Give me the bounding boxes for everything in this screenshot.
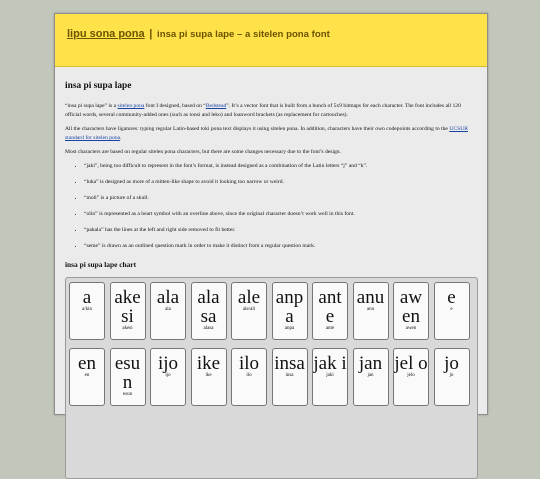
list-item: • “pakala” has the lines at the left and right side removed to fit better. — [84, 227, 477, 234]
glyph-text: esu n — [114, 352, 141, 393]
chart-heading: insa pi supa lape chart — [65, 259, 137, 269]
site-title-link[interactable]: lipu sona pona — [67, 28, 145, 40]
glyph-cell — [110, 282, 146, 340]
glyph-cell — [231, 348, 267, 406]
main-content — [55, 67, 487, 479]
glyph-chart — [65, 277, 478, 479]
glyph-text: ant e — [318, 286, 342, 327]
glyph-cell — [110, 348, 146, 406]
page — [54, 13, 488, 415]
glyph-cell — [353, 348, 389, 406]
list-item: • “luka” is designed as more of a mitten-like shape to avoid it looking too narrow or weird. — [84, 179, 477, 186]
glyph-name: insa — [285, 372, 294, 378]
glyph-cell — [312, 282, 348, 340]
glyph-name: akesi — [122, 325, 133, 331]
glyph-cell — [312, 348, 348, 406]
intro-paragraph-3: Most characters are based on regular sitelen pona characters, but there are some changes necessary due to the font’s design. — [65, 149, 342, 156]
glyph-name: en — [84, 372, 90, 378]
glyph-name: e — [450, 306, 453, 312]
list-item: • “olin” is represented as a heart symbol with an overline above, since the original character doesn’t work well in this font. — [84, 211, 477, 218]
glyph-cell — [191, 282, 227, 340]
intro-paragraph-2 — [65, 125, 477, 142]
glyph-text: e — [447, 286, 456, 308]
glyph-text: aw en — [399, 286, 423, 327]
glyph-name: esun — [122, 391, 133, 397]
glyph-text: anu — [356, 286, 385, 308]
glyph-name: anu — [366, 306, 375, 312]
glyph-text: anp a — [275, 286, 304, 327]
glyph-name: jo — [449, 372, 454, 378]
glyph-cell — [69, 348, 105, 406]
glyph-name: jan — [367, 372, 374, 378]
glyph-text: jak i — [313, 352, 347, 374]
glyph-name: jaki — [326, 372, 334, 378]
glyph-name: ilo — [246, 372, 252, 378]
list-item: • “jaki”, being too difficult to represent in the font’s format, is instead designed as a combination of the Latin letters “j” and “k”. — [84, 163, 477, 170]
glyph-text: jan — [358, 352, 383, 374]
glyph-name: ike — [205, 372, 212, 378]
intro-text: All the characters have ligatures: typing regular Latin-based toki pona text displays it using sitelen pona. In addition, characters have their own codepoints according to the — [65, 126, 450, 133]
glyph-cell — [393, 282, 429, 340]
glyph-name: awen — [405, 325, 417, 331]
glyph-text: en — [78, 352, 96, 374]
bedstead-link[interactable]: Bedstead — [205, 103, 227, 109]
glyph-cell — [150, 282, 186, 340]
glyph-name: anpa — [284, 325, 295, 331]
changes-list — [65, 163, 477, 250]
intro-paragraph-1 — [65, 102, 477, 119]
ucsur-standard-link[interactable]: UCSUR standard for sitelen pona — [65, 126, 468, 141]
intro-text: . — [120, 134, 122, 141]
sitelen-pona-link[interactable]: sitelen pona — [117, 103, 145, 109]
list-item: • “seme” is drawn as an outlined question mark in order to make it distinct from a regular question mark. — [84, 243, 477, 250]
glyph-name: ijo — [165, 372, 171, 378]
glyph-text: a — [82, 286, 92, 308]
glyph-cell — [150, 348, 186, 406]
glyph-text: insa — [274, 352, 305, 374]
glyph-text: ala sa — [197, 286, 220, 327]
glyph-text: ake si — [114, 286, 141, 327]
glyph-cell — [231, 282, 267, 340]
glyph-cell — [353, 282, 389, 340]
glyph-cell — [434, 348, 470, 406]
glyph-text: jo — [444, 352, 459, 374]
glyph-text: ale — [237, 286, 261, 308]
glyph-name: alasa — [203, 325, 214, 331]
glyph-name: ante — [325, 325, 335, 331]
glyph-text: ilo — [238, 352, 260, 374]
intro-text: font I designed, based on “ — [144, 103, 206, 109]
banner-subtitle: insa pi supa lape – a sitelen pona font — [157, 29, 330, 40]
intro-text: “insa pi supa lape” is a — [65, 103, 118, 109]
intro-text: ”. It’s a vector font that is built from a bunch of 5x9 bitmaps for each character. The font includes all 120 official words, several community-added ones (such as tonsi and leko) and loanword brackets (as replacement for cartouches). — [65, 103, 461, 118]
glyph-name: ale/ali — [242, 306, 256, 312]
glyph-name: jelo — [407, 372, 415, 378]
glyph-name: a/kin — [82, 306, 92, 312]
glyph-cell — [69, 282, 105, 340]
glyph-text: ike — [196, 352, 221, 374]
glyph-name: ala — [165, 306, 171, 312]
glyph-cell — [272, 282, 308, 340]
banner-separator: | — [149, 28, 153, 40]
glyph-text: jel o — [394, 352, 428, 374]
glyph-text: ijo — [157, 352, 179, 374]
glyph-cell — [191, 348, 227, 406]
glyph-cell — [434, 282, 470, 340]
page-title: insa pi supa lape — [65, 81, 132, 91]
glyph-text: ala — [156, 286, 180, 308]
glyph-cell — [393, 348, 429, 406]
glyph-cell — [272, 348, 308, 406]
site-banner — [55, 14, 487, 67]
list-item: • “moli” is a picture of a skull. — [84, 195, 477, 202]
